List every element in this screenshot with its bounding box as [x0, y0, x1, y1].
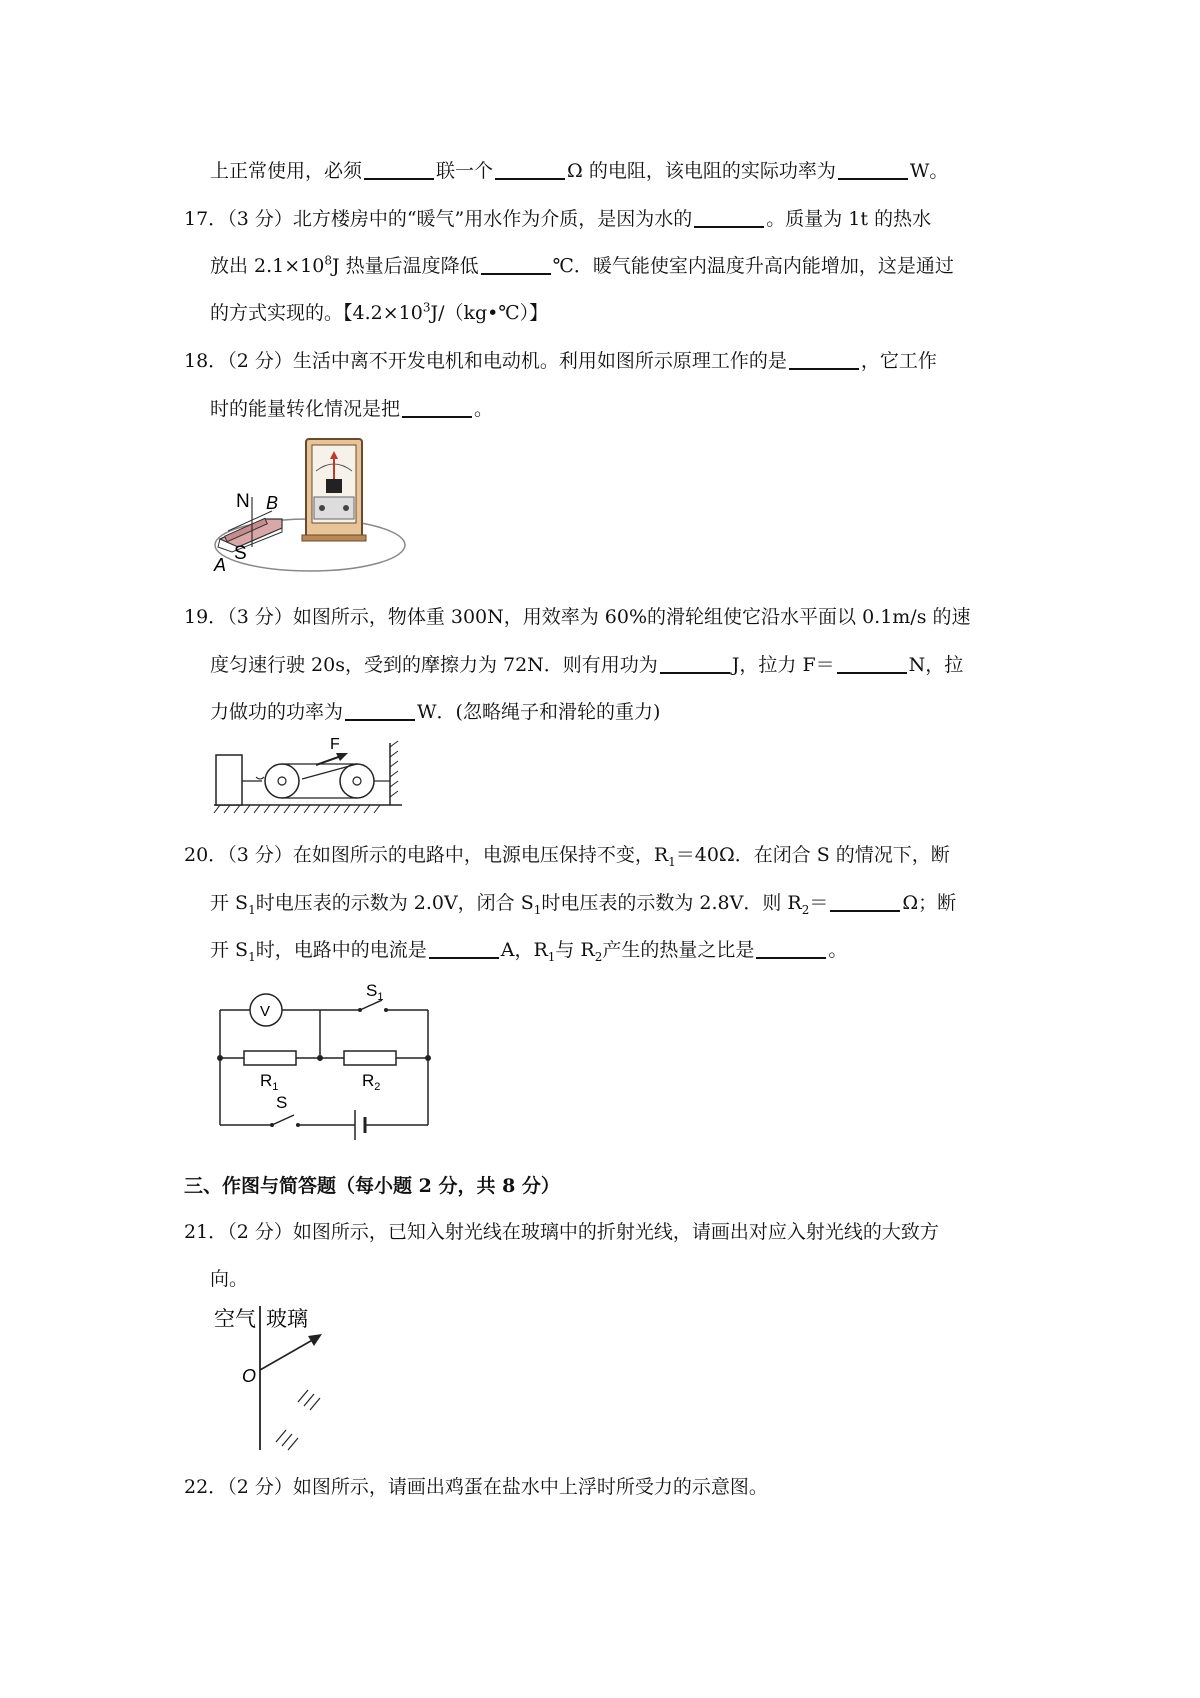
- answer-blank[interactable]: [756, 939, 826, 959]
- answer-blank[interactable]: [495, 160, 565, 180]
- answer-blank[interactable]: [481, 255, 551, 275]
- q22-line-1: 22．（2 分）如图所示，请画出鸡蛋在盐水中上浮时所受力的示意图。: [184, 1476, 768, 1498]
- answer-blank[interactable]: [345, 701, 415, 721]
- question-number: 20．: [184, 844, 228, 866]
- resistor-r2-label: $R_2$: [362, 1071, 381, 1093]
- q20-line-3: 开 $S_1$时，电路中的电流是 A，$R_1$与 $R_2$产生的热量之比是 。: [210, 939, 848, 964]
- answer-blank[interactable]: [838, 160, 908, 180]
- question-number: 19．: [184, 606, 228, 628]
- answer-blank[interactable]: [789, 350, 859, 370]
- section-heading: 三、作图与简答题（每小题 2 分，共 8 分）: [184, 1175, 560, 1197]
- answer-blank[interactable]: [837, 654, 907, 674]
- q21-line-1: 21．（2 分）如图所示，已知入射光线在玻璃中的折射光线，请画出对应入射光线的大致方: [184, 1221, 939, 1243]
- wire-b-label: B: [266, 493, 279, 513]
- point-o-label: O: [242, 1366, 257, 1386]
- question-number: 22．: [184, 1476, 228, 1498]
- q17-line-1: 17．（3 分）北方楼房中的“暖气”用水作为介质，是因为水的 。质量为 1t 的热水: [184, 208, 932, 230]
- answer-blank[interactable]: [429, 939, 499, 959]
- q19-line-2: 度匀速行驶 20s，受到的摩擦力为 72N．则有用功为 J，拉力 F＝ N，拉: [210, 654, 964, 676]
- wire-a-label: A: [214, 555, 227, 575]
- q17-line-2: 放出 $2.1\times 10^8J$ 热量后温度降低 ℃．暖气能使室内温度升高内能增加，这是通过: [210, 253, 954, 277]
- q18-line-2: 时的能量转化情况是把 。: [210, 398, 494, 420]
- magnet-north-label: N: [236, 491, 250, 512]
- q18-generator-figure: [210, 435, 410, 575]
- force-f-label: F: [330, 736, 340, 753]
- q18-line-1: 18．（2 分）生活中离不开发电机和电动机。利用如图所示原理工作的是 ，它工作: [184, 350, 937, 372]
- question-number: 17．: [184, 208, 228, 230]
- glass-label: 玻璃: [266, 1308, 308, 1331]
- answer-blank[interactable]: [694, 208, 764, 228]
- q19-line-3: 力做功的功率为 W．(忽略绳子和滑轮的重力): [210, 701, 661, 723]
- q17-line-3: 的方式实现的。【$4.2\times 10^3J/(kg•℃)$】: [210, 300, 549, 324]
- switch-s-label: S: [276, 1093, 288, 1112]
- switch-s1-label: $S_1$: [366, 981, 384, 1003]
- question-number: 18．: [184, 350, 228, 372]
- magnet-south-label: S: [234, 543, 247, 564]
- resistor-r1-label: $R_1$: [260, 1071, 279, 1093]
- question-number: 21．: [184, 1221, 228, 1243]
- answer-blank[interactable]: [402, 398, 472, 418]
- q21-line-2: 向。: [210, 1268, 249, 1290]
- q16-line: 上正常使用，必须 联一个 Ω 的电阻，该电阻的实际功率为 W。: [210, 160, 949, 182]
- q21-refraction-figure: [212, 1302, 352, 1452]
- air-label: 空气: [214, 1308, 256, 1331]
- answer-blank[interactable]: [660, 654, 730, 674]
- answer-blank[interactable]: [830, 892, 900, 912]
- q19-line-1: 19．（3 分）如图所示，物体重 300N，用效率为 60%的滑轮组使它沿水平面以 0.1m/s 的速: [184, 606, 971, 628]
- q20-line-1: 20．（3 分）在如图所示的电路中，电源电压保持不变，$R_1=40\Omega$．在闭合 S 的情况下，断: [184, 844, 950, 869]
- voltmeter-label: V: [260, 1003, 271, 1020]
- q20-circuit-figure: [210, 978, 440, 1154]
- q19-pulley-figure: [212, 735, 412, 815]
- q20-line-2: 开 $S_1$时电压表的示数为 2.0V，闭合 $S_1$时电压表的示数为 2.8V．则 $R_2= \Omega$；断: [210, 892, 957, 917]
- answer-blank[interactable]: [364, 160, 434, 180]
